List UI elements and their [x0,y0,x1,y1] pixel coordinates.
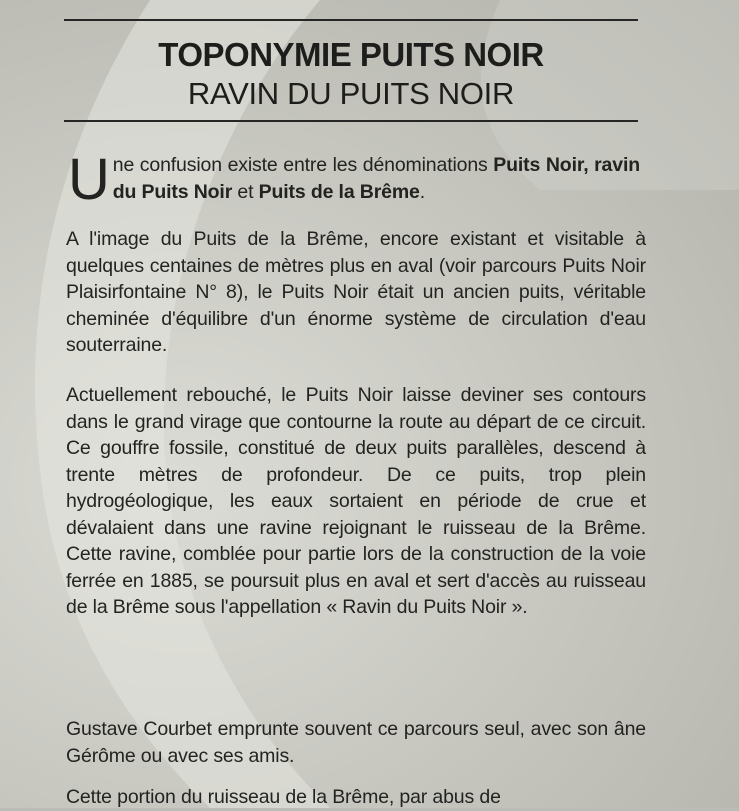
paragraph-cette-portion: Cette portion du ruisseau de la Brême, par abus de [66,786,501,808]
paragraph-rebouche: Actuellement rebouché, le Puits Noir laisse deviner ses contours dans le grand virage que contourne la route au départ de ce circuit. Ce gouffre fossile, constitué de deux puits parallèles, descend à trente mètres de profondeur. De ce puits, trop plein hydrogéologique, les eaux sortaient en période de crue et dévalaient dans une ravine rejoignant le ruisseau de la Brême. Cette ravine, comblée pour partie lors de la construction de la voie ferrée en 1885, se poursuit plus en aval et sert d'accès au ruisseau de la Brême sous l'appellation « Ravin du Puits Noir ». [66,384,646,618]
intro-text: ne confusion existe entre les dénominations [112,154,494,176]
paragraph-courbet: Gustave Courbet emprunte souvent ce parcours seul, avec son âne Gérôme ou avec ses amis. [66,718,646,767]
intro-connector: et [232,180,259,203]
page-subtitle: RAVIN DU PUITS NOIR [187,76,515,111]
paragraph-puits-breme: A l'image du Puits de la Brême, encore existant et visitable à quelques centaines de mètres plus en aval (voir parcours Puits Noir Plaisirfontaine N° 8), le Puits Noir était un ancien puits, véritable cheminée d'équilibre d'un énorme système de circulation d'eau souterraine. [66,228,646,356]
intro-term-puits-noir: Puits Noir, ravin du Puits Noir [112,154,640,203]
top-rule [64,19,638,21]
intro-paragraph [68,147,640,212]
drop-cap: U [68,147,110,212]
page-title: TOPONYMIE PUITS NOIR [158,36,544,73]
intro-end: . [419,180,426,203]
intro-term-puits-breme: Puits de la Brême [258,180,420,203]
bottom-rule [64,120,638,122]
